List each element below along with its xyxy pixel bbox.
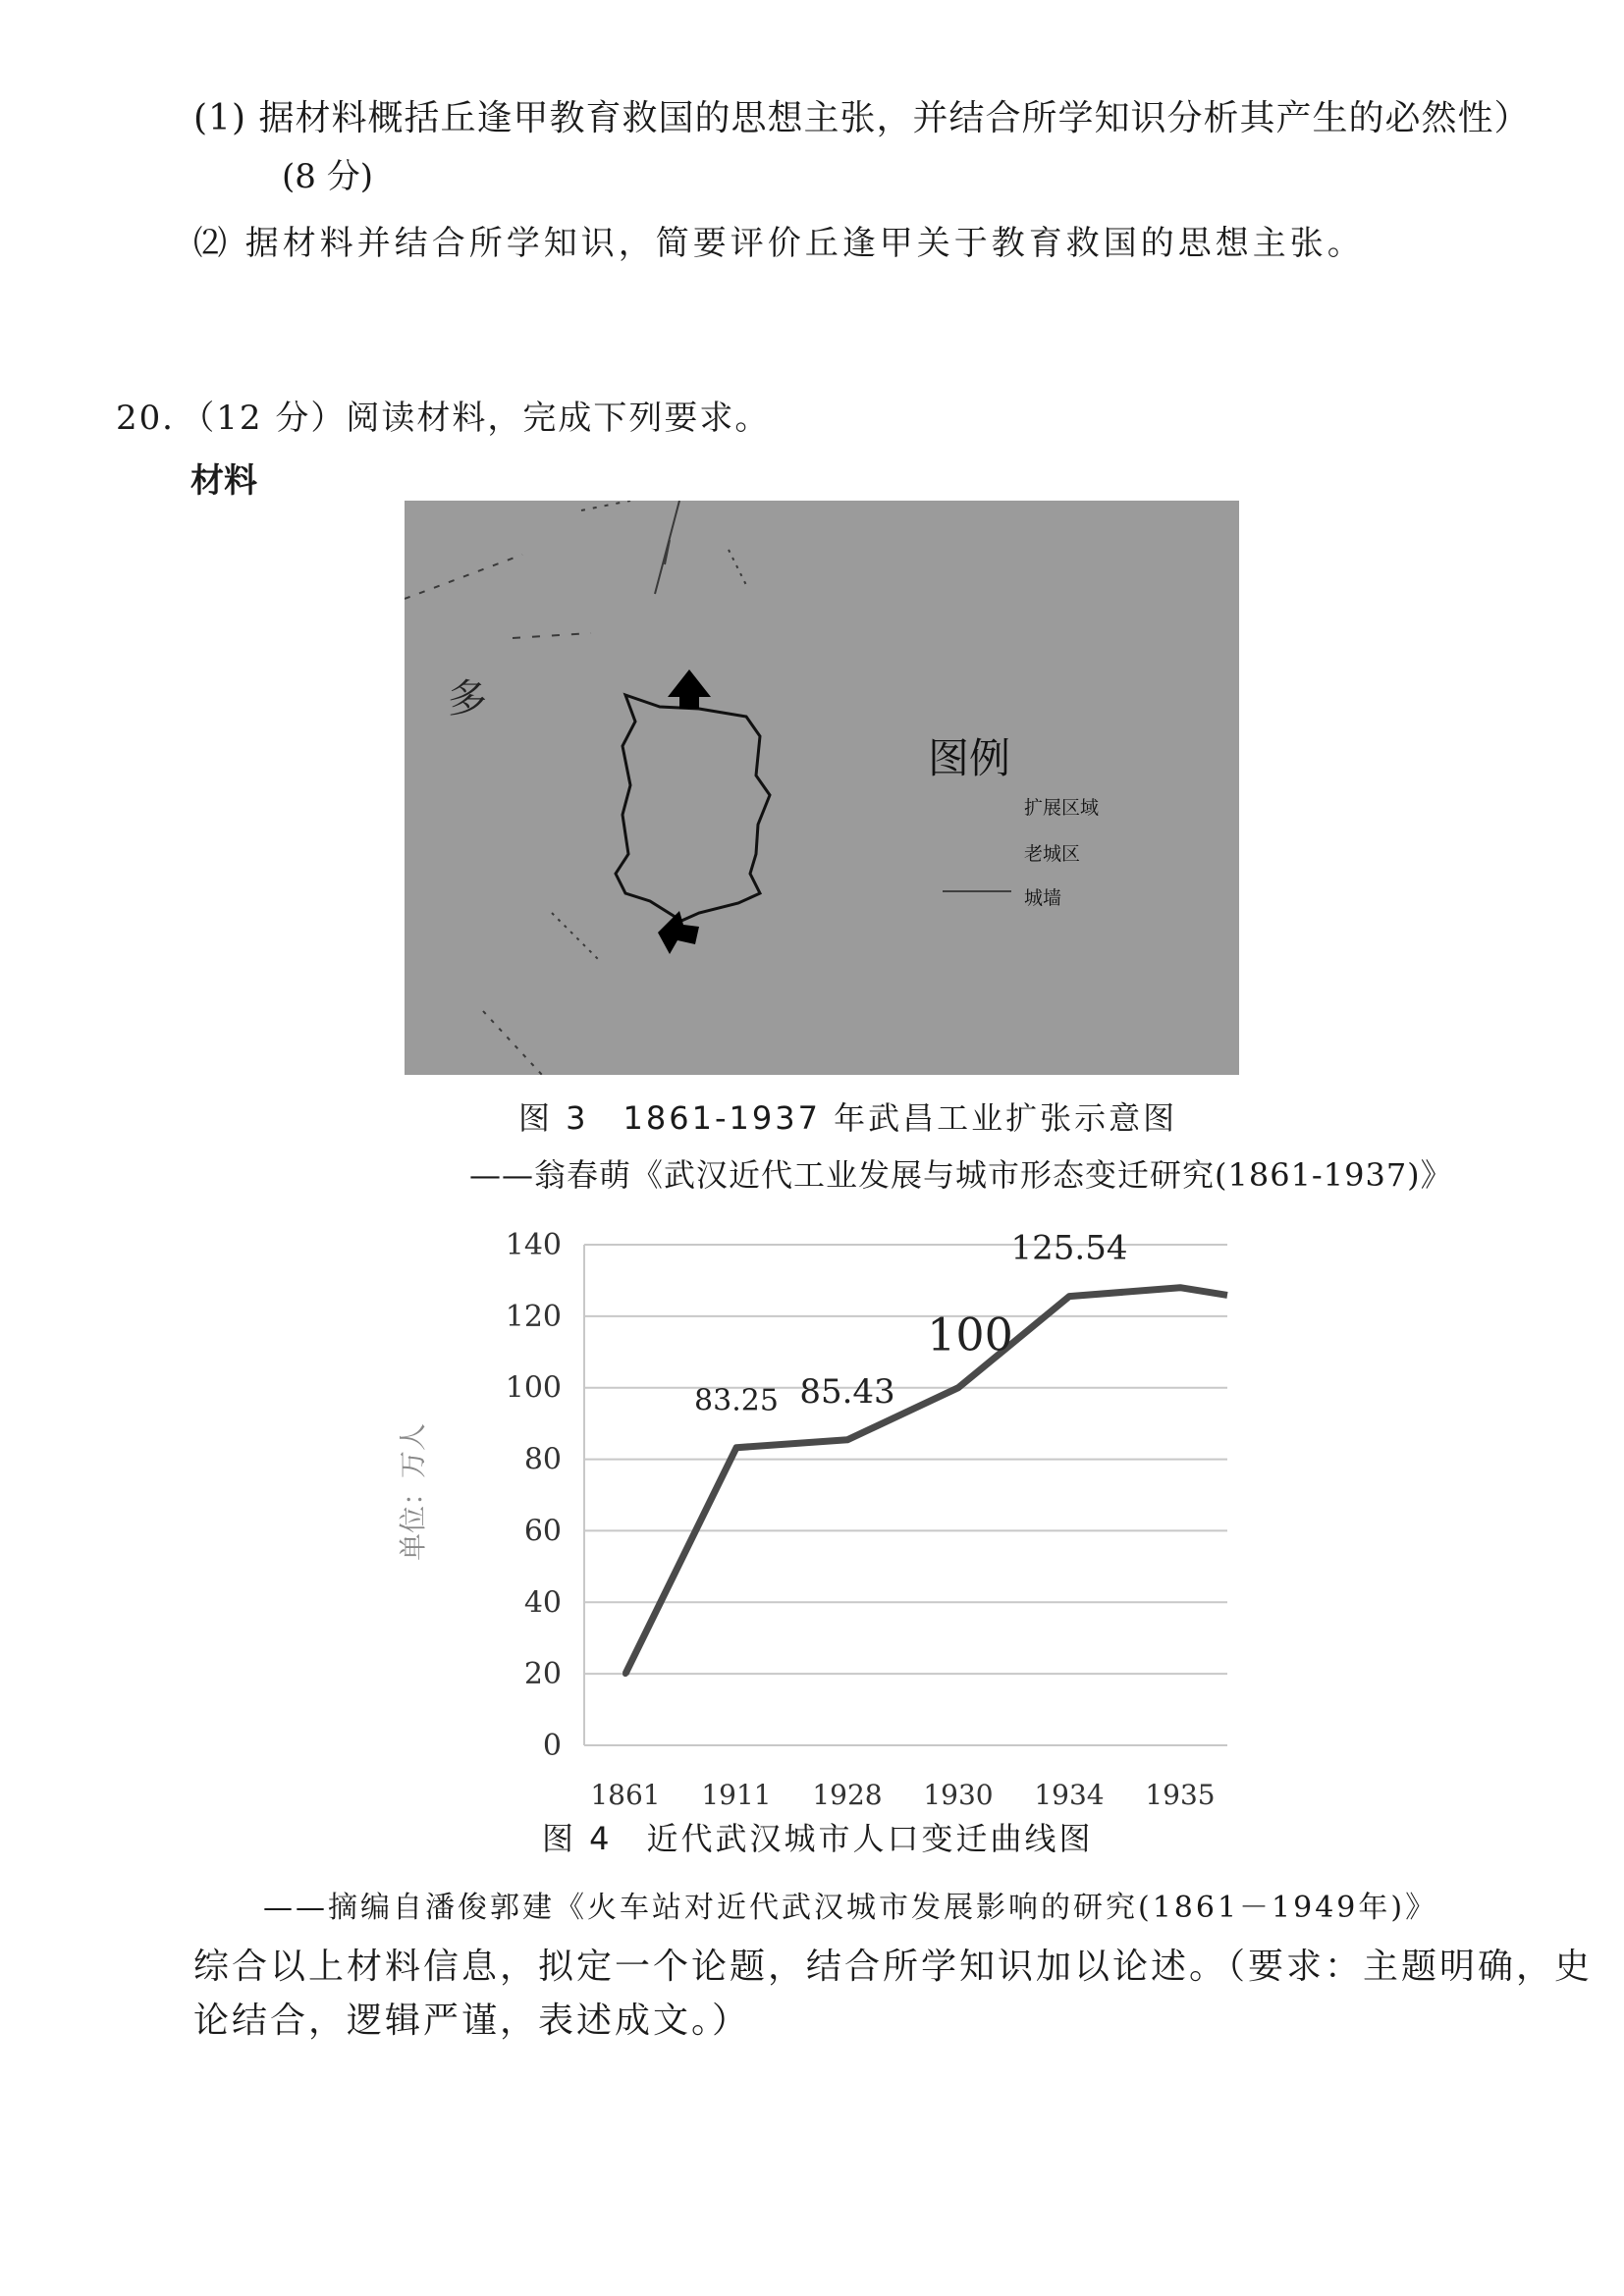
figure-4-source: ——摘编自潘俊郭建《火车站对近代武汉城市发展影响的研究(1861－1949年)》 bbox=[263, 1891, 1438, 1925]
x-tick-label: 1930 bbox=[923, 1779, 994, 1811]
legend-city-wall: 城墙 bbox=[1024, 887, 1062, 909]
x-tick-label: 1928 bbox=[812, 1779, 883, 1811]
population-chart-svg bbox=[393, 1217, 1257, 1826]
question-2: ⑵ 据材料并结合所学知识，简要评价丘逢甲关于教育救国的思想主张。 bbox=[193, 224, 1365, 263]
legend-title: 图例 bbox=[928, 734, 1011, 782]
data-label: 85.43 bbox=[799, 1371, 895, 1412]
x-tick-label: 1911 bbox=[701, 1779, 772, 1811]
x-tick-label: 1935 bbox=[1145, 1779, 1216, 1811]
data-point bbox=[1177, 1285, 1183, 1291]
expansion-arrow-south bbox=[658, 911, 699, 954]
data-point bbox=[1066, 1294, 1072, 1300]
x-tick-label: 1861 bbox=[590, 1779, 661, 1811]
data-label: 125.54 bbox=[1010, 1228, 1128, 1268]
map-label: 多 bbox=[448, 676, 487, 721]
question-1: (1) 据材料概括丘逢甲教育救国的思想主张，并结合所学知识分析其产生的必然性） bbox=[193, 98, 1531, 138]
figure-3-caption: 图 3 1861-1937 年武昌工业扩张示意图 bbox=[518, 1099, 1178, 1137]
legend-expansion-area: 扩展区域 bbox=[1024, 797, 1100, 819]
y-tick-label: 100 bbox=[505, 1370, 562, 1406]
map-drawing bbox=[405, 501, 1239, 1075]
task-line-1: 综合以上材料信息，拟定一个论题，结合所学知识加以论述。（要求：主题明确，史 bbox=[193, 1947, 1594, 1987]
data-point bbox=[844, 1437, 850, 1443]
data-point bbox=[623, 1671, 628, 1677]
question-1-points: (8 分) bbox=[282, 157, 373, 196]
y-tick-label: 20 bbox=[523, 1657, 562, 1692]
expansion-arrow-north bbox=[668, 669, 711, 709]
figure-4-caption: 图 4 近代武汉城市人口变迁曲线图 bbox=[542, 1820, 1094, 1857]
y-tick-label: 140 bbox=[505, 1228, 562, 1262]
y-axis-label: 单位：万人 bbox=[397, 1422, 429, 1562]
legend-old-city: 老城区 bbox=[1024, 843, 1081, 865]
material-label: 材料 bbox=[190, 461, 257, 501]
question-20-header: 20．（12 分）阅读材料，完成下列要求。 bbox=[116, 399, 771, 438]
y-tick-label: 80 bbox=[523, 1442, 562, 1477]
figure-3-source: ——翁春萌《武汉近代工业发展与城市形态变迁研究(1861-1937)》 bbox=[469, 1156, 1453, 1194]
y-tick-label: 40 bbox=[523, 1585, 562, 1621]
y-tick-label: 120 bbox=[505, 1299, 562, 1334]
data-label: 100 bbox=[927, 1308, 1013, 1362]
population-chart bbox=[393, 1217, 1257, 1826]
wuchang-map bbox=[405, 501, 1239, 1075]
y-tick-label: 0 bbox=[542, 1729, 562, 1763]
data-point bbox=[955, 1385, 961, 1391]
x-tick-label: 1934 bbox=[1034, 1779, 1105, 1811]
y-tick-label: 60 bbox=[523, 1514, 562, 1549]
data-label: 83.25 bbox=[694, 1383, 779, 1418]
data-point bbox=[733, 1445, 739, 1451]
city-wall-outline bbox=[616, 695, 770, 921]
task-line-2: 论结合，逻辑严谨，表述成文。） bbox=[193, 2001, 751, 2041]
